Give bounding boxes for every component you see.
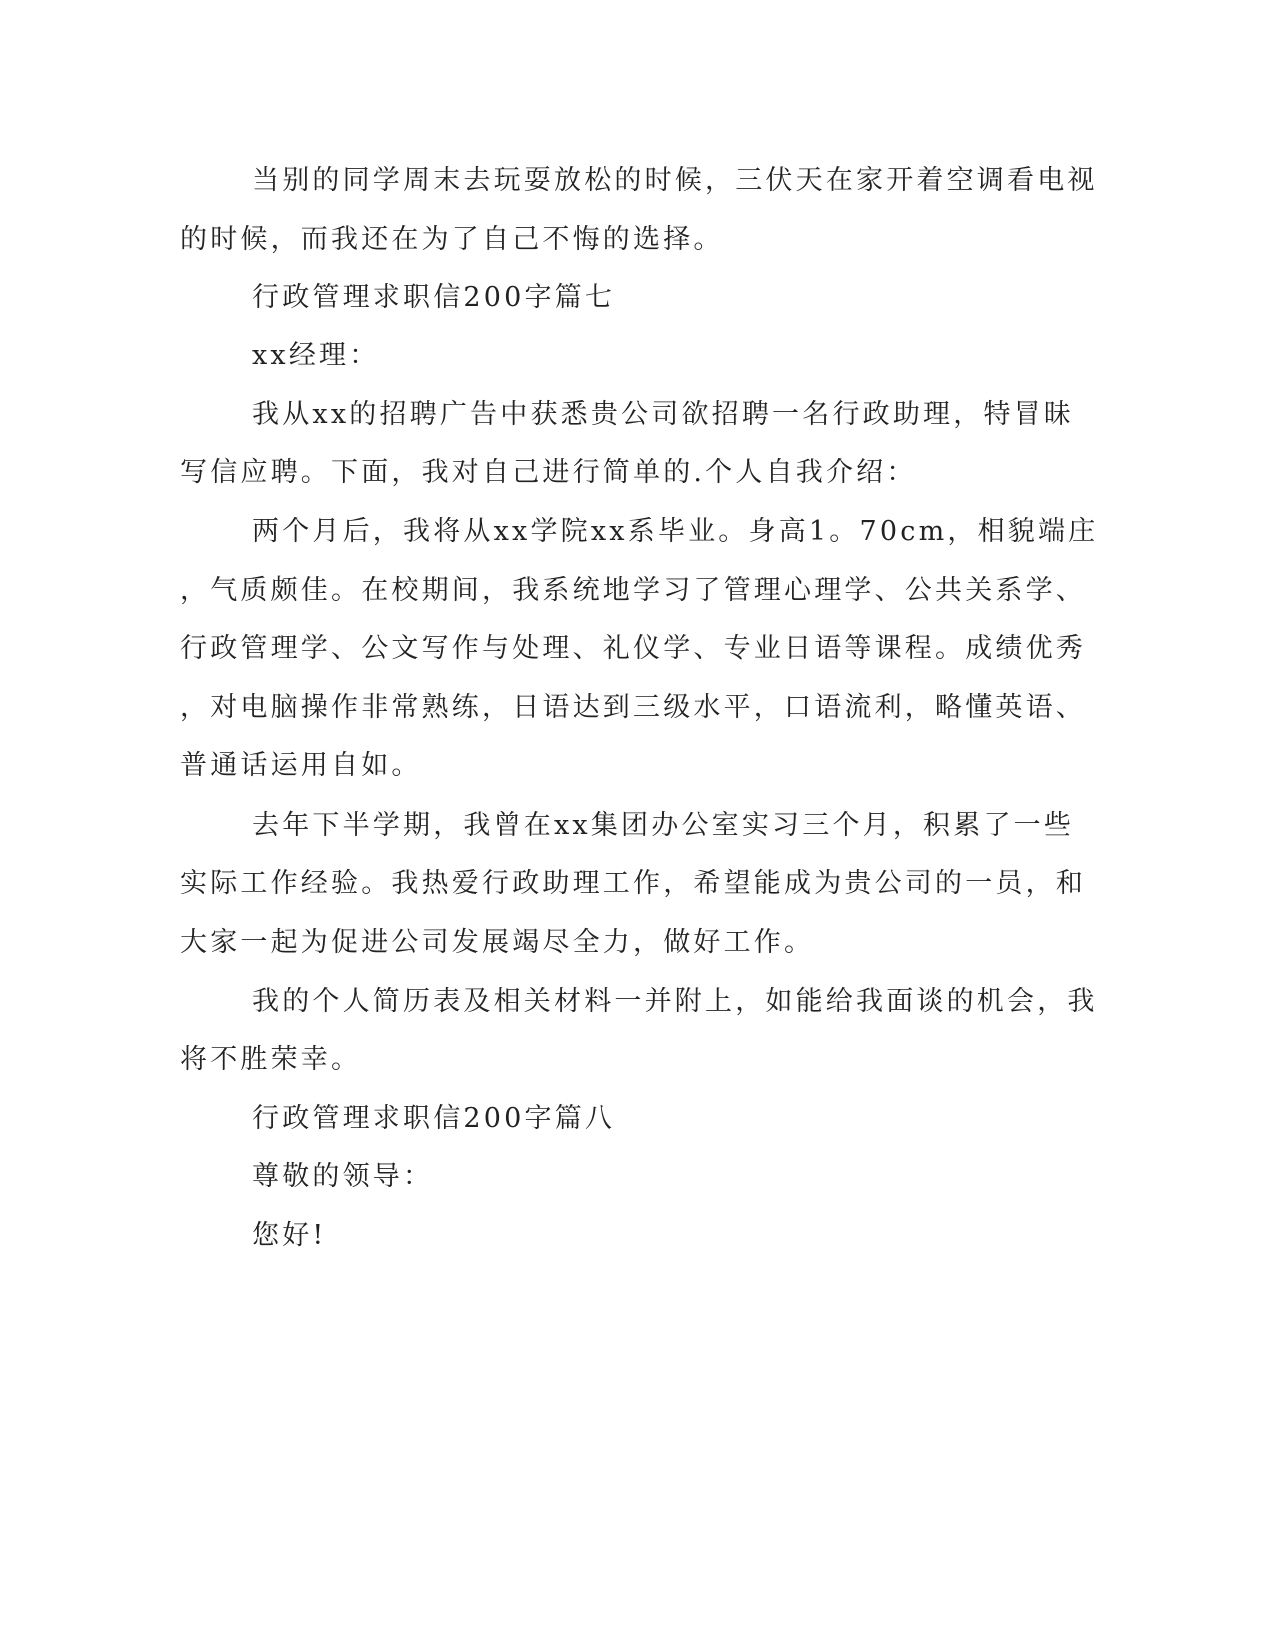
paragraph-line: 实际工作经验。我热爱行政助理工作，希望能成为贵公司的一员，和 xyxy=(180,868,1086,899)
paragraph-line: 大家一起为促进公司发展竭尽全力，做好工作。 xyxy=(180,927,815,958)
paragraph-line: 两个月后，我将从xx学院xx系毕业。身高1。70cm，相貌端庄 xyxy=(252,516,1099,547)
paragraph-line: 写信应聘。下面，我对自己进行简单的.个人自我介绍： xyxy=(180,457,917,488)
paragraph-line: 普通话运用自如。 xyxy=(180,750,422,781)
section-heading: 行政管理求职信200字篇七 xyxy=(252,282,616,313)
paragraph-line: 的时候，而我还在为了自己不悔的选择。 xyxy=(180,224,724,255)
paragraph-line: ，气质颇佳。在校期间，我系统地学习了管理心理学、公共关系学、 xyxy=(180,575,1086,606)
paragraph-line: ，对电脑操作非常熟练，日语达到三级水平，口语流利，略懂英语、 xyxy=(180,692,1086,723)
paragraph-line: 当别的同学周末去玩耍放松的时候，三伏天在家开着空调看电视 xyxy=(252,165,1098,196)
paragraph-line: 去年下半学期，我曾在xx集团办公室实习三个月，积累了一些 xyxy=(252,810,1075,841)
paragraph-line: 将不胜荣幸。 xyxy=(180,1044,362,1075)
greeting: 您好! xyxy=(252,1220,327,1251)
paragraph-line: 行政管理学、公文写作与处理、礼仪学、专业日语等课程。成绩优秀 xyxy=(180,633,1086,664)
paragraph-line: 我从xx的招聘广告中获悉贵公司欲招聘一名行政助理，特冒昧 xyxy=(252,399,1075,430)
salutation: xx经理： xyxy=(252,340,380,371)
salutation: 尊敬的领导： xyxy=(252,1161,434,1192)
paragraph-line: 我的个人简历表及相关材料一并附上，如能给我面谈的机会，我 xyxy=(252,986,1098,1017)
section-heading: 行政管理求职信200字篇八 xyxy=(252,1103,616,1134)
